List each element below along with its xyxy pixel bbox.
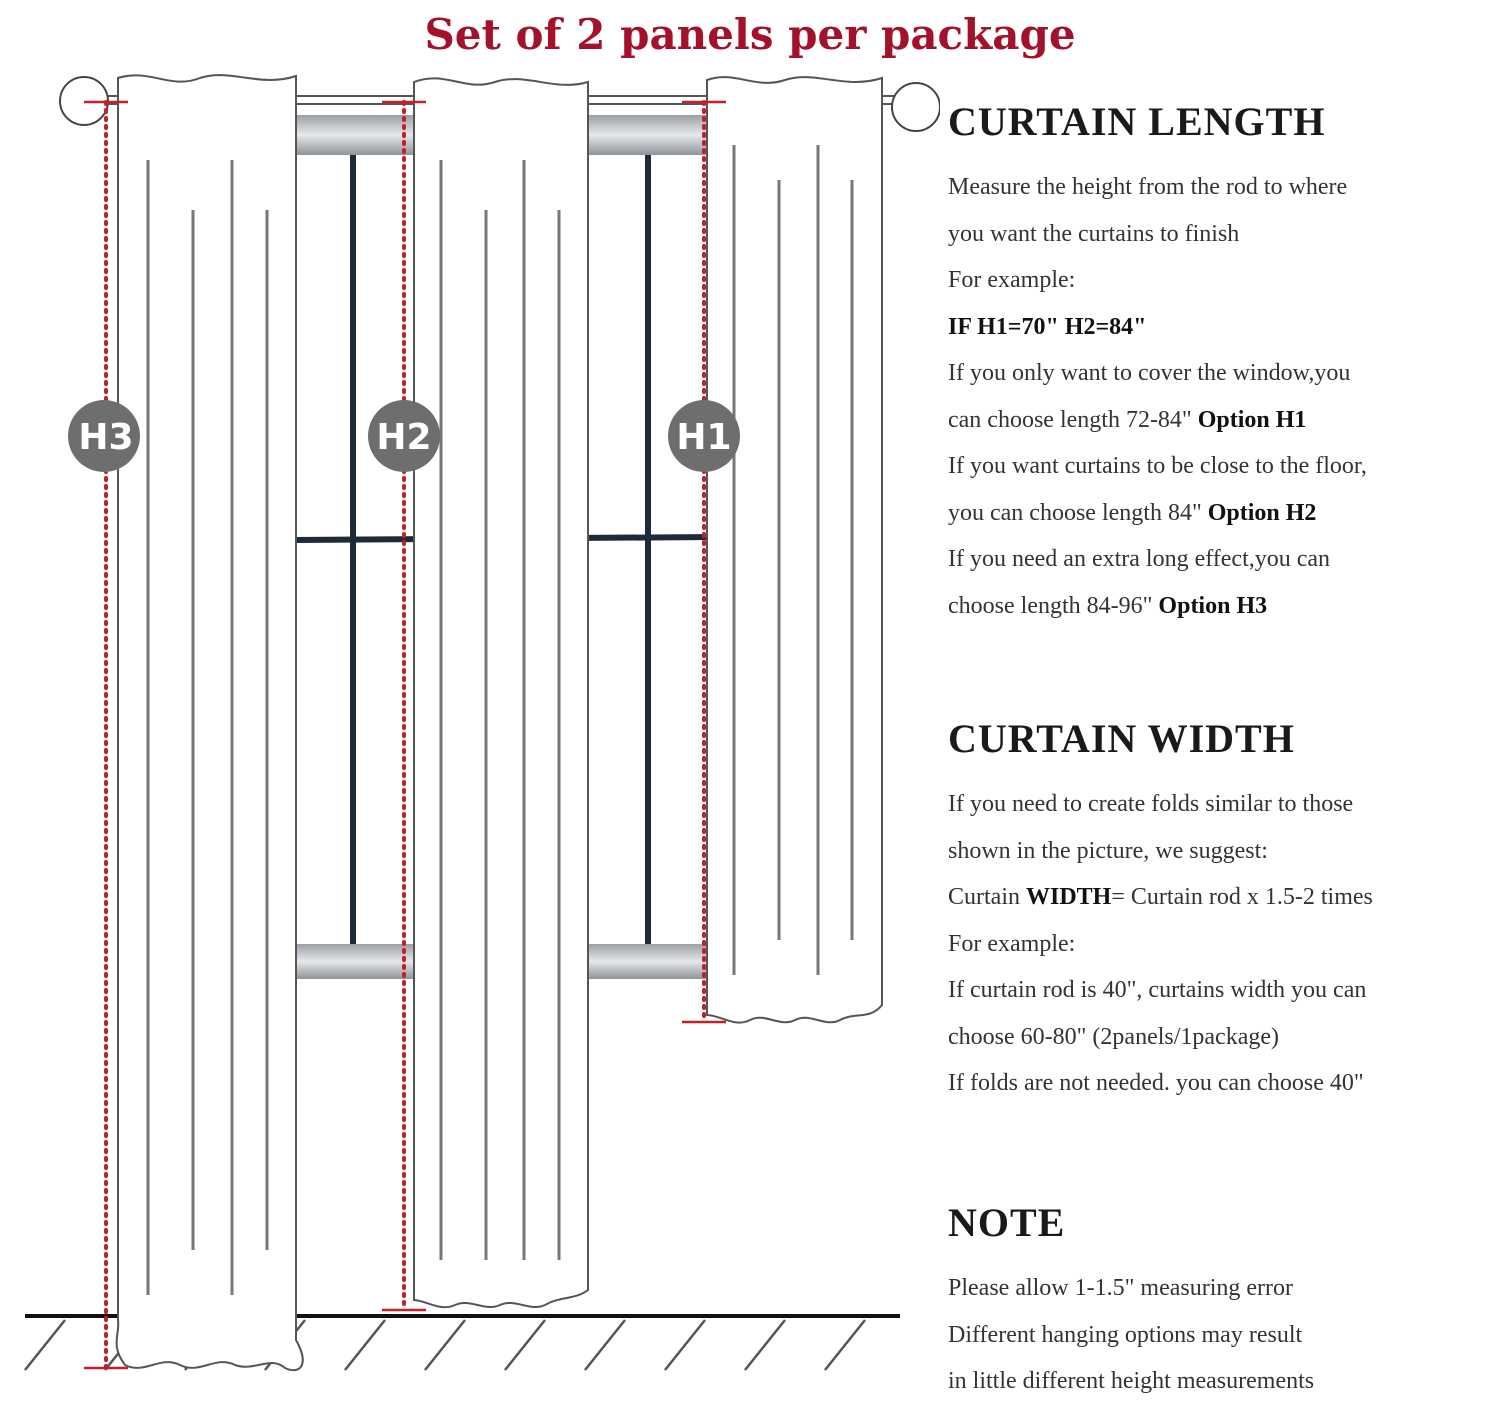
curtain-panel-h2 [414, 78, 588, 1307]
badge-h3-label: H3 [78, 417, 134, 458]
width-line-1: If you need to create folds similar to those [948, 791, 1354, 817]
width-keyword: WIDTH [1026, 884, 1112, 910]
length-line-9: If you need an extra long effect,you can [948, 546, 1331, 572]
note-heading: NOTE [948, 1200, 1066, 1245]
length-line-8 [948, 490, 1468, 537]
note-section [948, 1199, 1468, 1405]
width-line-3-post: = Curtain rod x 1.5-2 times [1111, 884, 1373, 910]
option-h2-label: Option H2 [1207, 499, 1317, 526]
length-line-6 [948, 397, 1468, 444]
badge-h1-label: H1 [676, 417, 732, 458]
length-line-5: If you only want to cover the window,you [948, 360, 1351, 386]
note-line-2: Different hanging options may result [948, 1321, 1303, 1348]
badge-h2 [368, 400, 440, 472]
curtain-length-heading: CURTAIN LENGTH [948, 99, 1326, 144]
length-example-values: IF H1=70" H2=84" [948, 313, 1147, 340]
badge-h1 [668, 400, 740, 472]
length-line-10 [948, 583, 1468, 630]
width-line-3 [948, 874, 1468, 921]
length-line-7: If you want curtains to be close to the floor, [948, 453, 1367, 479]
width-line-5: If curtain rod is 40", curtains width you can [948, 977, 1367, 1003]
badge-h3 [68, 400, 140, 472]
option-h3-label: Option H3 [1158, 592, 1268, 619]
width-line-6: choose 60-80" (2panels/1package) [948, 1023, 1280, 1050]
length-line-4 [948, 304, 1468, 351]
length-line-8-text: you can choose length 84" [948, 499, 1208, 526]
badge-h2-label: H2 [376, 417, 432, 458]
length-line-10-text: choose length 84-96" [948, 592, 1159, 619]
length-line-2: you want the curtains to finish [948, 220, 1240, 247]
curtain-panel-h3 [117, 75, 303, 1370]
note-line-1: Please allow 1-1.5" measuring error [948, 1275, 1294, 1301]
curtain-panel-h1 [707, 77, 882, 1023]
width-line-4: For example: [948, 930, 1076, 957]
width-line-3-pre: Curtain [948, 884, 1026, 910]
curtain-length-section [948, 98, 1468, 629]
curtain-width-section [948, 715, 1468, 1107]
length-line-1: Measure the height from the rod to where [948, 174, 1348, 200]
curtain-width-heading: CURTAIN WIDTH [948, 716, 1295, 761]
note-line-3: in little different height measurements [948, 1368, 1315, 1394]
rod-finial-right [892, 83, 940, 131]
length-line-3: For example: [948, 267, 1076, 293]
width-line-7: If folds are not needed. you can choose 40" [948, 1070, 1364, 1096]
width-line-2: shown in the picture, we suggest: [948, 837, 1268, 864]
option-h1-label: Option H1 [1197, 406, 1307, 433]
page-title: Set of 2 panels per package [424, 10, 1076, 59]
length-line-6-text: can choose length 72-84" [948, 406, 1198, 433]
